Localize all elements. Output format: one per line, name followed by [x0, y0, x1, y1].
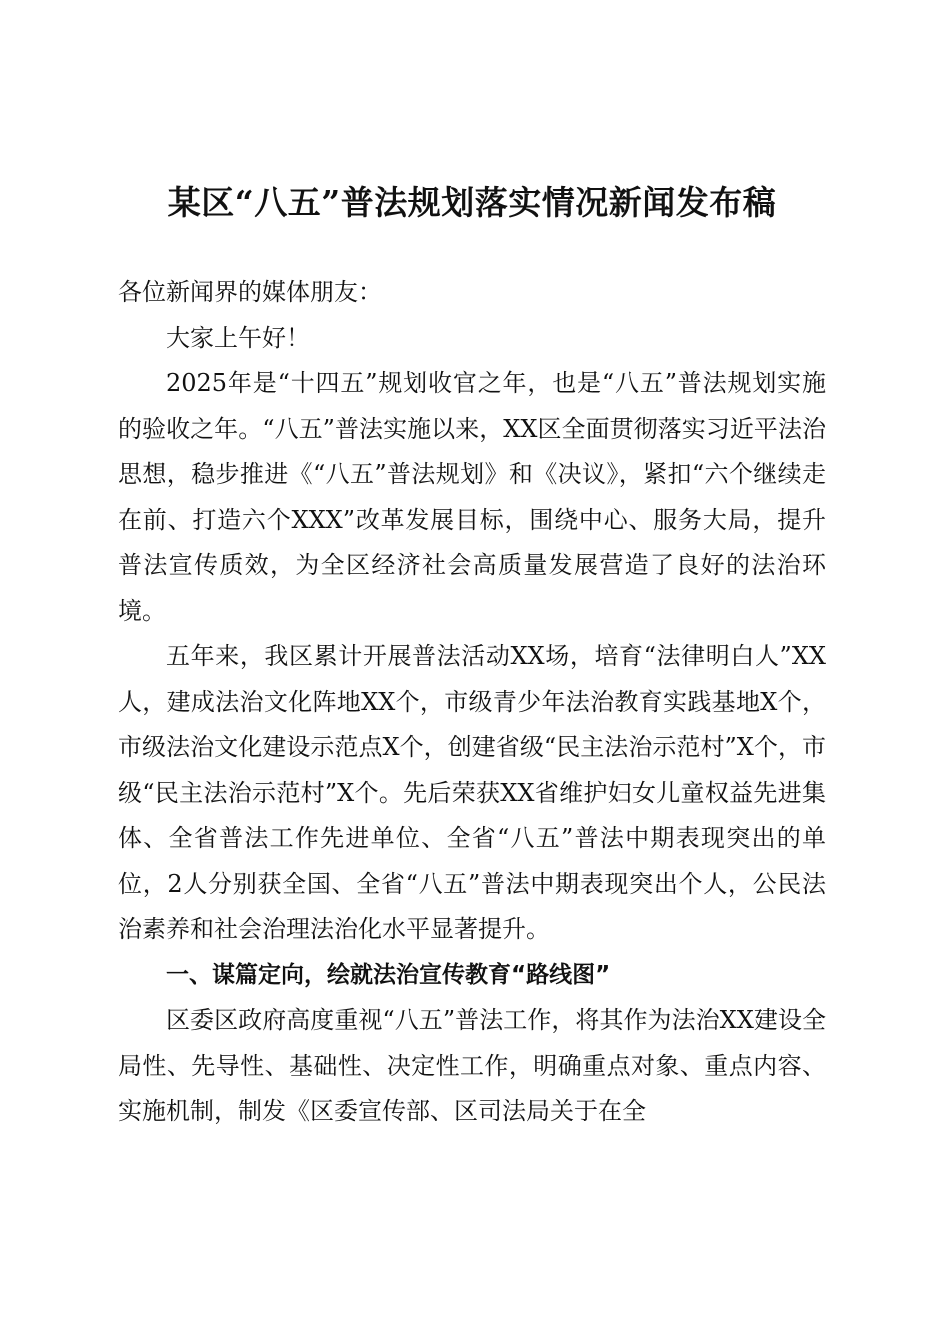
body-paragraph: 2025年是“十四五”规划收官之年，也是“八五”普法规划实施的验收之年。“八五”普法实施以来，XX区全面贯彻落实习近平法治思想，稳步推进《“八五”普法规划》和《决议》，紧扣“六个继续走在前、打造六个XXX”改革发展目标，围绕中心、服务大局，提升普法宣传质效，为全区经济社会高质量发展营造了良好的法治环境。	[118, 369, 826, 625]
salutation: 各位新闻界的媒体朋友：	[118, 278, 382, 306]
greeting: 大家上午好！	[166, 323, 310, 352]
document-body	[118, 270, 826, 1135]
document-title: 某区“八五”普法规划落实情况新闻发布稿	[167, 183, 777, 222]
body-paragraph: 五年来，我区累计开展普法活动XX场，培育“法律明白人”XX人，建成法治文化阵地XX个，市级青少年法治教育实践基地X个，市级法治文化建设示范点X个，创建省级“民主法治示范村”X个，市级“民主法治示范村”X个。先后荣获XX省维护妇女儿童权益先进集体、全省普法工作先进单位、全省“八五”普法中期表现突出的单位，2人分别获全国、全省“八五”普法中期表现突出个人，公民法治素养和社会治理法治化水平显著提升。	[118, 642, 826, 943]
section-paragraph: 区委区政府高度重视“八五”普法工作，将其作为法治XX建设全局性、先导性、基础性、决定性工作，明确重点对象、重点内容、实施机制，制发《区委宣传部、区司法局关于在全	[118, 1006, 826, 1125]
section-heading: 一、谋篇定向，绘就法治宣传教育“路线图”	[166, 961, 611, 988]
